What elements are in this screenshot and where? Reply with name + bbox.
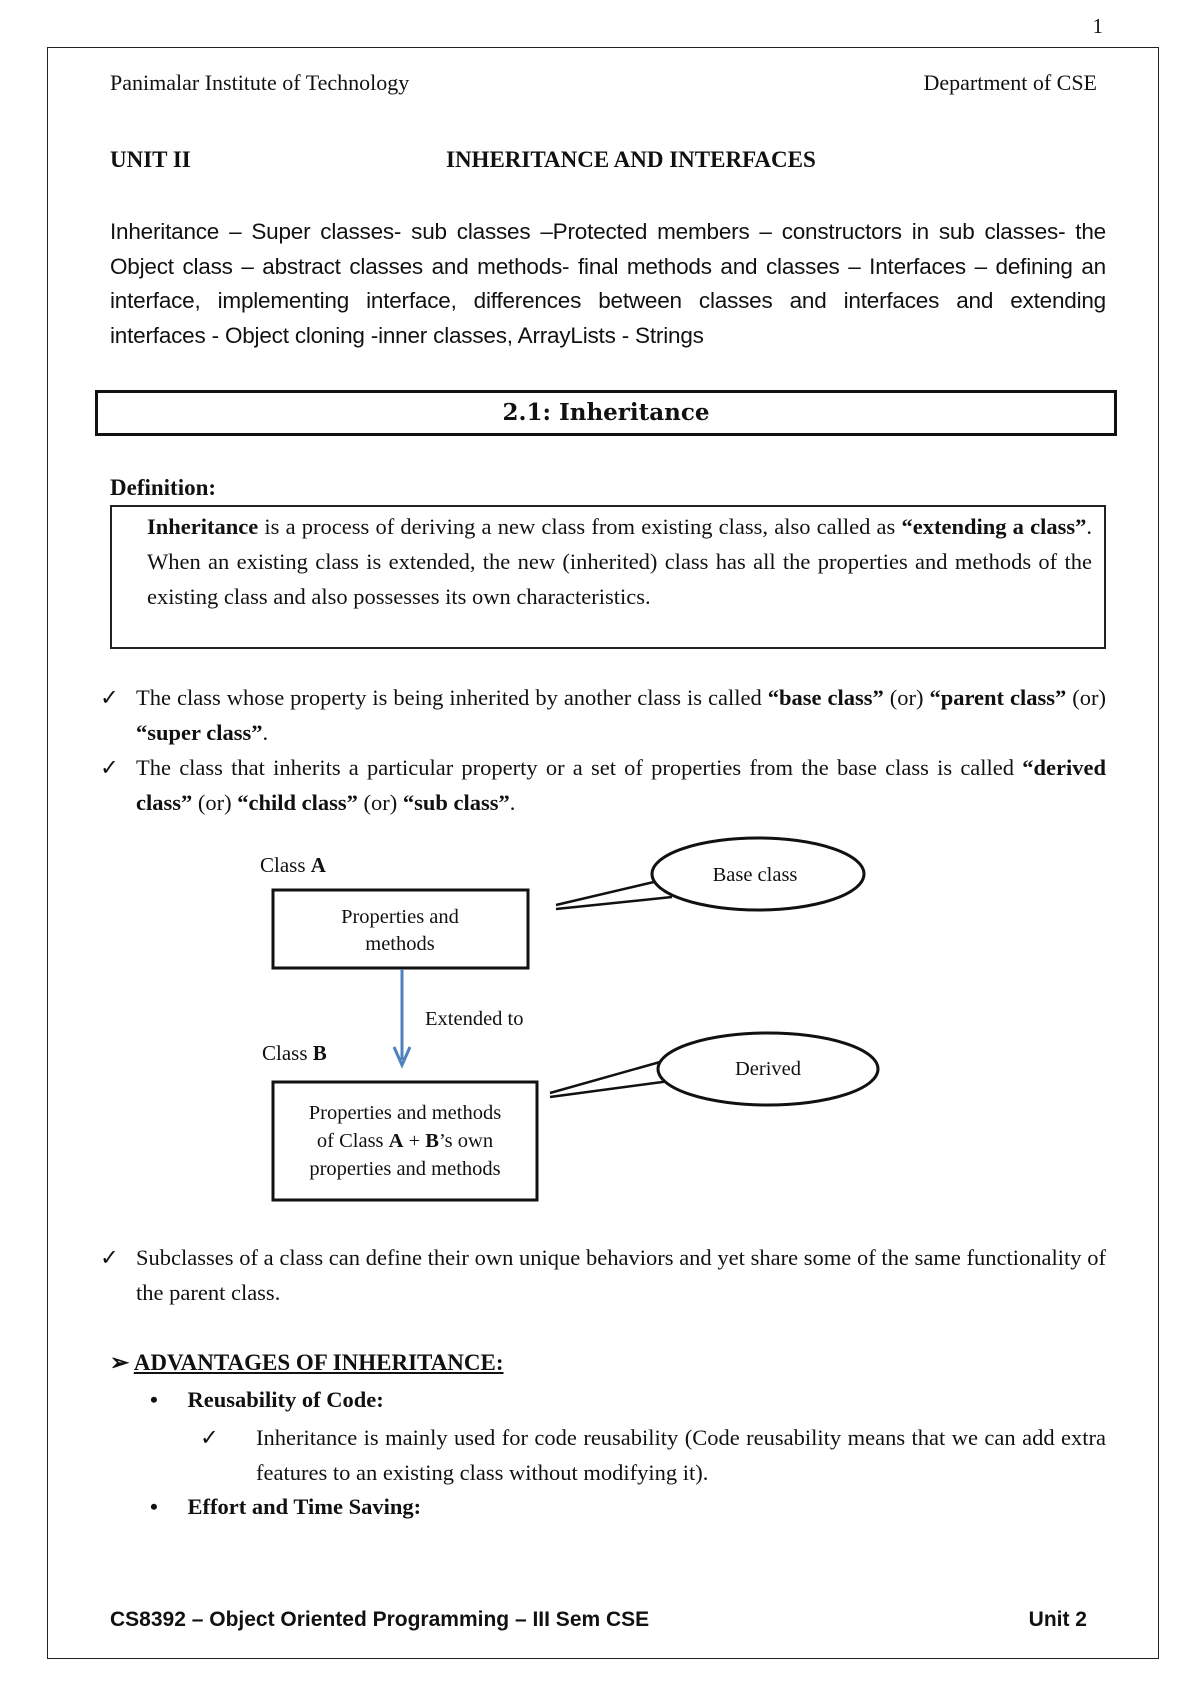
advantage-title: Reusability of Code:: [187, 1387, 384, 1412]
section-title: 2.1: Inheritance: [95, 390, 1117, 436]
check-icon: ✓: [100, 755, 119, 780]
bullet-or: (or): [357, 790, 403, 815]
department-name: Department of CSE: [923, 70, 1097, 95]
list-item: [200, 1420, 1106, 1490]
list-item: [100, 1240, 1106, 1310]
bullet-term: “sub class”: [402, 790, 510, 815]
bullet-term: “parent class”: [929, 685, 1067, 710]
bullet-term: “base class”: [767, 685, 884, 710]
advantage-detail: Inheritance is mainly used for code reusability (Code reusability means that we can add extra features to an existing class without modifying it).: [256, 1425, 1106, 1485]
check-icon: ✓: [200, 1425, 219, 1450]
base-callout-tail: [556, 881, 658, 905]
list-item: [150, 1387, 384, 1413]
class-b-box-line3: properties and methods: [309, 1158, 501, 1180]
unit-title: INHERITANCE AND INTERFACES: [446, 147, 816, 172]
bullet-text: The class that inherits a particular property or a set of properties from the base class is called: [136, 755, 1023, 780]
definition-heading: Definition:: [110, 475, 217, 500]
unit-topics: Inheritance – Super classes- sub classes –Protected members – constructors in sub classes- the Object class – abstract classes and methods- final methods and classes – Interfaces – defining an interface, implementing interface, differences between classes and interfaces and extending interfaces - Object cloning -inner classes, ArrayLists - Strings: [110, 219, 1106, 348]
arrow-label: Extended to: [425, 1008, 524, 1030]
footer-unit: Unit 2: [1028, 1608, 1087, 1631]
bullet-term: “super class”: [136, 720, 263, 745]
derived-callout-text: Derived: [734, 1058, 802, 1080]
institute-name: Panimalar Institute of Technology: [110, 70, 410, 95]
list-item: [150, 1494, 421, 1520]
definition-term: Inheritance: [147, 514, 259, 539]
class-a-box: [273, 890, 528, 968]
definition-text-1: is a process of deriving a new class from existing class, also called as: [258, 514, 902, 539]
footer-course: CS8392 – Object Oriented Programming – III Sem CSE: [110, 1608, 650, 1631]
check-icon: ✓: [100, 1245, 119, 1270]
bullet-text: Subclasses of a class can define their own unique behaviors and yet share some of the same functionality of the parent class.: [136, 1245, 1106, 1305]
arrow-bullet-icon: ➢: [110, 1350, 134, 1375]
list-item: [100, 750, 1106, 820]
advantages-heading: [110, 1350, 504, 1376]
dot-bullet-icon: •: [150, 1387, 158, 1412]
page-number: 1: [1092, 14, 1103, 38]
base-callout-tail: [556, 897, 672, 909]
unit-label: UNIT II: [110, 147, 191, 172]
bullet-end: .: [509, 790, 516, 815]
derived-callout-tail: [550, 1062, 660, 1093]
inheritance-diagram: [230, 835, 930, 1215]
advantage-title: Effort and Time Saving:: [187, 1494, 422, 1519]
bullet-term: “child class”: [237, 790, 358, 815]
check-icon: ✓: [100, 685, 119, 710]
bullet-text: The class whose property is being inherited by another class is called: [136, 685, 768, 710]
class-a-box-line2: methods: [365, 933, 435, 955]
definition-text-2: . When an existing class is extended, the new (inherited) class has all the properties and methods of the existing class and also possesses its own characteristics.: [147, 514, 1092, 609]
bullet-end: .: [262, 720, 269, 745]
bullet-or: (or): [883, 685, 930, 710]
bullet-term: “derived class”: [136, 755, 1106, 815]
class-a-label: Class A: [260, 853, 326, 877]
bullet-or: (or): [192, 790, 238, 815]
class-a-box-line1: Properties and: [341, 906, 459, 928]
class-b-box-line1: Properties and methods: [308, 1102, 502, 1124]
definition-box: [110, 505, 1106, 649]
definition-quote: “extending a class”: [901, 514, 1087, 539]
bullet-or: (or): [1066, 685, 1106, 710]
dot-bullet-icon: •: [150, 1494, 158, 1519]
base-callout-text: Base class: [712, 864, 798, 886]
class-b-label: Class B: [262, 1041, 327, 1065]
class-b-box-line2: of Class A + B’s own: [316, 1130, 494, 1152]
advantages-title: ADVANTAGES OF INHERITANCE:: [133, 1350, 504, 1375]
list-item: [100, 680, 1106, 750]
